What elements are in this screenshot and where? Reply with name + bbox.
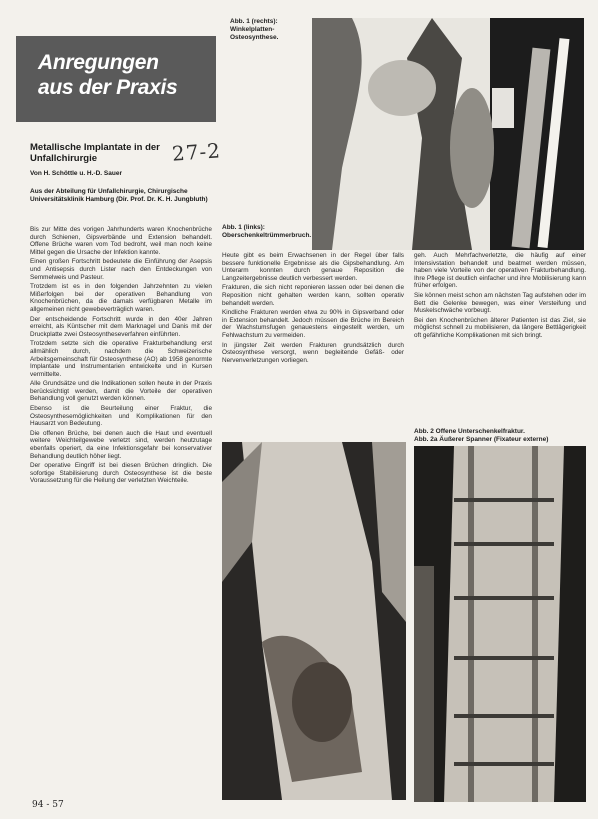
paragraph: geh. Auch Mehrfachverletzte, die häufig auf einer Intensivstation behandelt und beatmet werden müssen, haben viele Vorteile von der operativen Frakturbehandlung. Ihre Pflege ist deutlich einfacher und ihre Mobilisierung kann früher erfolgen. <box>414 252 586 290</box>
caption-fig2a: Abb. 2a Äußerer Spanner (Fixateur externe) <box>414 436 549 443</box>
xray-image <box>312 18 584 250</box>
paragraph: Bei den Knochenbrüchen älterer Patienten ist das Ziel, sie möglichst schnell zu mobilisieren, da längere Bettlägerigkeit oft gefährliche Komplikationen mit sich bringt. <box>414 316 586 339</box>
paragraph: Die offenen Brüche, bei denen auch die Haut und eventuell weitere Weichteilgewebe verletzt sind, werden heutzutage ebenfalls operiert, da eine Infektionsgefahr bei konservativer Behandlung deutlich höher liegt. <box>30 429 212 460</box>
paragraph: Alle Grundsätze und die Indikationen sollen heute in der Praxis berücksichtigt werden, damit die Vorteile der operativen Behandlung voll genutzt werden können. <box>30 380 212 403</box>
paragraph: Der entscheidende Fortschritt wurde in den 40er Jahren erreicht, als Küntscher mit dem Marknagel und Danis mit der Druckplatte zwei Osteosyntheseverfahren einführten. <box>30 315 212 338</box>
page-number-text: 94 - 57 <box>32 800 64 810</box>
article-title: Metallische Implantate in der Unfallchirurgie <box>30 142 160 164</box>
fixator-photo <box>414 446 586 802</box>
caption-fig1-left: Abb. 1 (links): Oberschenkeltrümmerbruch. <box>222 224 312 239</box>
text-column-3 <box>414 252 586 422</box>
paragraph: Trotzdem setzte sich die operative Frakturbehandlung erst allmählich durch, nachdem die Schweizerische Arbeitsgemeinschaft für Osteosynthese (AO) ab 1958 genormte Implantate und Instrumentarien entwickelte und in Kursen vermittelte. <box>30 340 212 378</box>
article-authors: Von H. Schöttle u. H.-D. Sauer <box>30 170 122 177</box>
banner-line-2: aus der Praxis <box>38 76 178 99</box>
paragraph: Kindliche Frakturen werden etwa zu 90% in Gipsverband oder in Extension behandelt. Jedoch müssen die Brüche im Bereich der Wachstumsfugen genauestens eingestellt werden, um Fehlwachstum zu vermeiden. <box>222 309 404 339</box>
text-column-1 <box>30 226 212 796</box>
wound-photo <box>222 442 406 800</box>
paragraph: Der operative Eingriff ist bei diesen Brüchen dringlich. Die sofortige Stabilisierung durch Osteosynthese ist die beste Voraussetzung für die Heilung der verletzten Weichteile. <box>30 462 212 485</box>
section-banner <box>16 36 216 122</box>
paragraph: In jüngster Zeit werden Frakturen grundsätzlich durch Osteosynthese versorgt, wenn begleitende Gefäß- oder Nervenverletzungen vorliegen. <box>222 341 404 364</box>
page-number <box>32 800 64 810</box>
article-affiliation: Aus der Abteilung für Unfallchirurgie, Chirurgische Universitätsklinik Hamburg (Dir. Prof. Dr. K. H. Jungbluth) <box>30 188 208 203</box>
paragraph: Einen großen Fortschritt bedeutete die Einführung der Asepsis und Antisepsis durch Lister nach den Entdeckungen von Semmelweis und Pasteur. <box>30 258 212 281</box>
text-column-2 <box>222 252 404 434</box>
paragraph: Bis zur Mitte des vorigen Jahrhunderts waren Knochenbrüche durch Schienen, Gipsverbände und Extension behandelt. Offene Brüche waren vom Tod bedroht, weil man noch keine Mittel gegen die Ursache der Infektion kannte. <box>30 226 212 256</box>
paragraph: Heute gibt es beim Erwachsenen in der Regel über falls bessere funktionelle Ergebnisse als die Gipsbehandlung. Am Unterarm konnten durch genaue Reposition die Langzeitergebnisse deutlich verbessert werden. <box>222 252 404 282</box>
caption-fig1-right: Abb. 1 (rechts): Winkelplatten-Osteosynthese. <box>230 18 279 41</box>
banner-line-1: Anregungen <box>38 51 159 74</box>
paragraph: Ebenso ist die Beurteilung einer Fraktur, die Osteosynthesemöglichkeiten und Komplikationen für den Hausarzt von Bedeutung. <box>30 405 212 428</box>
caption-fig2: Abb. 2 Offene Unterschenkelfraktur. <box>414 428 525 435</box>
handwritten-note: 27-2 <box>171 138 222 166</box>
paragraph: Sie können meist schon am nächsten Tag aufstehen oder im Bett die Gelenke bewegen, was einer Versteifung und Muskelschwäche vorbeugt. <box>414 291 586 315</box>
paragraph: Trotzdem ist es in den folgenden Jahrzehnten zu vielen Mißerfolgen bei der operativen Behandlung von Knochenbrüchen, da die damals verfügbaren Metalle im allgemeinen nicht gewebeverträglich waren. <box>30 283 212 313</box>
paragraph: Frakturen, die sich nicht reponieren lassen oder bei denen die Reposition nicht gehalten werden kann, sollten operativ behandelt werden. <box>222 284 404 307</box>
